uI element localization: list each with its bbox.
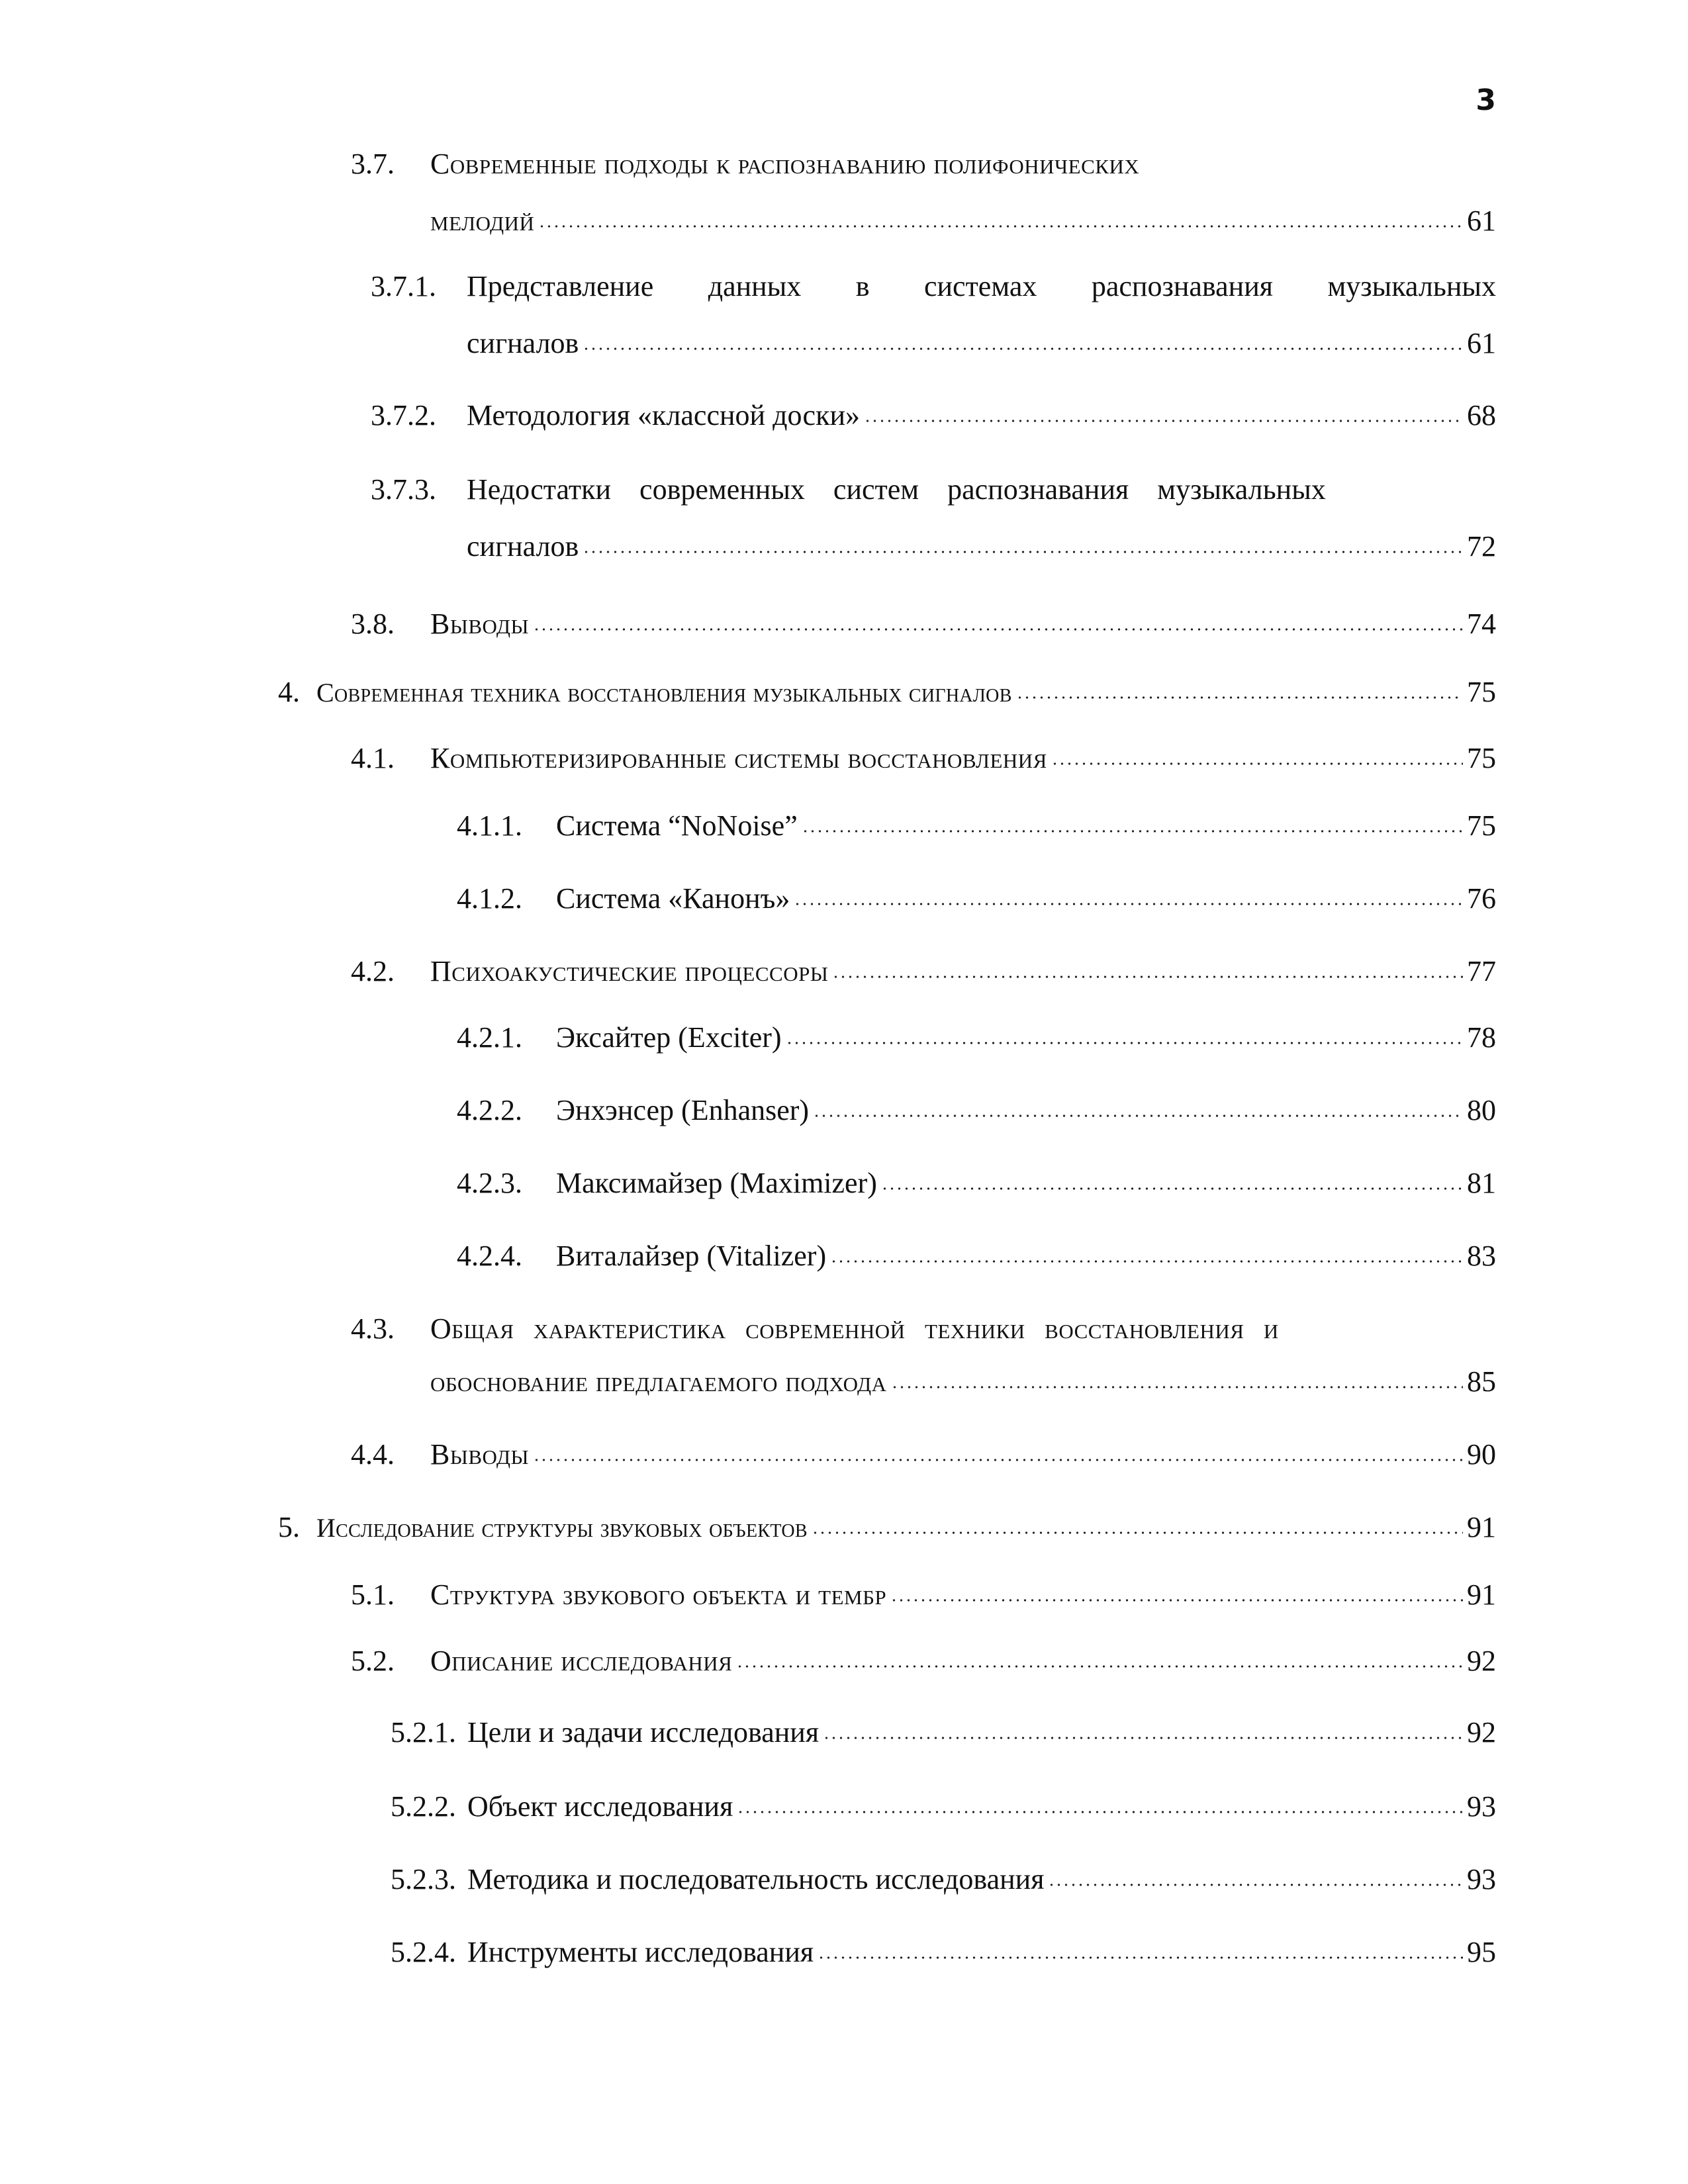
dot-leader (1051, 762, 1463, 765)
toc-entry-5-2-4[interactable] (391, 1934, 1496, 1971)
dot-leader (881, 1187, 1463, 1190)
toc-entry-number: 5.1. (351, 1578, 395, 1611)
toc-entry-number: 4.2.4. (457, 1240, 522, 1272)
title-word: в (855, 270, 870, 302)
toc-entry-title-cont: обоснование предлагаемого подхода (430, 1365, 887, 1398)
toc-entry-number: 4.2. (351, 955, 395, 987)
toc-entry-title: Описание исследования (430, 1645, 733, 1677)
toc-entry-title-cont: мелодий (430, 205, 535, 237)
dot-leader (538, 225, 1463, 228)
dot-leader (812, 1531, 1463, 1534)
toc-entry-number: 3.7. (351, 148, 395, 180)
toc-page-number: 83 (1467, 1240, 1496, 1272)
toc-entry-4-2[interactable] (351, 953, 1496, 990)
toc-entry-number: 3.7.3. (371, 473, 436, 506)
toc-page-number: 95 (1467, 1936, 1496, 1968)
dot-leader (802, 830, 1463, 833)
toc-entry-4-4[interactable] (351, 1436, 1496, 1473)
toc-entry-title: Система «Канонъ» (556, 882, 790, 915)
toc-entry-title: Виталайзер (Vitalizer) (556, 1240, 827, 1272)
toc-entry-4-2-3[interactable] (457, 1165, 1496, 1202)
toc-entry-number: 4.1.2. (457, 882, 522, 915)
toc-entry-5-2[interactable] (351, 1643, 1496, 1680)
toc-entry-title: Современные подходы к распознаванию полифонических (430, 148, 1140, 180)
toc-entry-number: 5.2.3. (391, 1863, 456, 1895)
toc-page-number: 77 (1467, 955, 1496, 987)
dot-leader (737, 1811, 1463, 1813)
toc-entry-title: Выводы (430, 1438, 530, 1471)
toc-entry-4-1-1[interactable] (457, 807, 1496, 844)
toc-entry-title: Общая характеристика современной техники восстановления и (430, 1312, 1279, 1345)
toc-entry-number: 4.2.2. (457, 1094, 522, 1126)
toc-entry-5[interactable] (278, 1509, 1496, 1546)
toc-page-number: 61 (1467, 205, 1496, 237)
toc-entry-title: Методика и последовательность исследования (467, 1863, 1045, 1895)
toc-page-number: 93 (1467, 1790, 1496, 1823)
dot-leader (533, 1459, 1463, 1461)
toc-page-number: 75 (1467, 742, 1496, 774)
toc-entry-title: Методология «классной доски» (467, 399, 860, 432)
toc-entry-title: Максимайзер (Maximizer) (556, 1167, 877, 1199)
title-word: данных (708, 270, 802, 302)
dot-leader (1016, 696, 1463, 699)
toc-entry-title: Энхэнсер (Enhanser) (556, 1094, 810, 1126)
toc-entry-3-7-3[interactable] (371, 471, 1496, 564)
toc-page-number: 78 (1467, 1021, 1496, 1054)
toc-entry-title: Недостатки современных систем распознавания музыкальных (467, 473, 1326, 506)
toc-page-number: 91 (1467, 1511, 1496, 1543)
toc-entry-title: Исследование структуры звуковых объектов (316, 1513, 808, 1543)
toc-entry-5-2-2[interactable] (391, 1788, 1496, 1825)
toc-page-number: 85 (1467, 1365, 1496, 1398)
toc-page-number: 68 (1467, 399, 1496, 432)
dot-leader (891, 1386, 1463, 1388)
toc-entry-number: 5.2.4. (391, 1936, 456, 1968)
toc-entry-4-2-2[interactable] (457, 1092, 1496, 1129)
toc-entry-number: 4.2.1. (457, 1021, 522, 1054)
toc-entry-3-7-1[interactable] (371, 268, 1496, 361)
toc-entry-title: Инструменты исследования (467, 1936, 814, 1968)
toc-entry-title: Объект исследования (467, 1790, 733, 1823)
toc-entry-4-3[interactable] (351, 1310, 1496, 1403)
toc-entry-number: 5.2. (351, 1645, 395, 1677)
dot-leader (786, 1042, 1463, 1044)
toc-entry-title: Структура звукового объекта и тембр (430, 1578, 887, 1611)
toc-entry-4-1[interactable] (351, 740, 1496, 777)
dot-leader (1048, 1884, 1463, 1886)
toc-page-number: 80 (1467, 1094, 1496, 1126)
toc-entry-4-2-4[interactable] (457, 1238, 1496, 1275)
toc-page-number: 93 (1467, 1863, 1496, 1895)
toc-entry-number: 4.1. (351, 742, 395, 774)
toc-entry-4-2-1[interactable] (457, 1019, 1496, 1056)
toc-entry-number: 3.7.1. (371, 270, 436, 302)
toc-page-number: 72 (1467, 530, 1496, 563)
dot-leader (823, 1737, 1463, 1739)
toc-entry-title: Система “NoNoise” (556, 809, 798, 842)
toc-entry-title: Эксайтер (Exciter) (556, 1021, 782, 1054)
toc-page-number: 74 (1467, 608, 1496, 640)
page-number: 3 (1476, 83, 1496, 117)
toc-entry-4-1-2[interactable] (457, 880, 1496, 917)
dot-leader (890, 1599, 1463, 1602)
toc-entry-5-2-1[interactable] (391, 1714, 1496, 1751)
dot-leader (864, 420, 1463, 422)
toc-entry-number: 4.3. (351, 1312, 395, 1345)
title-word: Представление (467, 270, 654, 302)
title-word: распознавания (1091, 270, 1273, 302)
toc-entry-title: Компьютеризированные системы восстановления (430, 742, 1047, 774)
toc-entry-number: 4. (278, 676, 300, 708)
toc-entry-number: 3.7.2. (371, 399, 436, 432)
dot-leader (736, 1665, 1463, 1668)
toc-page-number: 90 (1467, 1438, 1496, 1471)
toc-page-number: 61 (1467, 327, 1496, 359)
toc-entry-5-1[interactable] (351, 1576, 1496, 1614)
toc-entry-number: 5. (278, 1511, 300, 1543)
toc-entry-title-cont: сигналов (467, 327, 579, 359)
toc-page-number: 81 (1467, 1167, 1496, 1199)
justified-title (467, 268, 1496, 305)
toc-entry-3-7[interactable] (351, 146, 1496, 237)
toc-page-number: 92 (1467, 1716, 1496, 1749)
toc-page-number: 75 (1467, 809, 1496, 842)
toc-entry-5-2-3[interactable] (391, 1861, 1496, 1898)
toc-entry-number: 4.1.1. (457, 809, 522, 842)
toc-entry-title: Психоакустические процессоры (430, 955, 829, 987)
toc-page-number: 91 (1467, 1578, 1496, 1611)
toc-entry-number: 3.8. (351, 608, 395, 640)
toc-entry-title: Цели и задачи исследования (467, 1716, 820, 1749)
dot-leader (794, 903, 1463, 905)
dot-leader (533, 628, 1463, 631)
title-word: системах (923, 270, 1037, 302)
toc-entry-title: Выводы (430, 608, 530, 640)
toc-entry-title-cont: сигналов (467, 530, 579, 563)
dot-leader (830, 1260, 1463, 1263)
toc-page-number: 75 (1467, 676, 1496, 708)
toc-entry-number: 4.4. (351, 1438, 395, 1471)
toc-entry-title: Современная техника восстановления музыкальных сигналов (316, 678, 1012, 707)
toc-entry-number: 5.2.1. (391, 1716, 456, 1749)
dot-leader (818, 1956, 1463, 1959)
toc-entry-4[interactable] (278, 674, 1496, 711)
dot-leader (583, 551, 1463, 553)
dot-leader (813, 1115, 1463, 1117)
title-word: музыкальных (1327, 270, 1496, 302)
dot-leader (832, 976, 1463, 978)
toc-entry-number: 5.2.2. (391, 1790, 456, 1823)
toc-entry-3-7-2[interactable] (371, 397, 1496, 434)
toc-page-number: 76 (1467, 882, 1496, 915)
toc-entry-number: 4.2.3. (457, 1167, 522, 1199)
toc-page-number: 92 (1467, 1645, 1496, 1677)
toc-entry-3-8[interactable] (351, 606, 1496, 643)
dot-leader (583, 347, 1463, 350)
